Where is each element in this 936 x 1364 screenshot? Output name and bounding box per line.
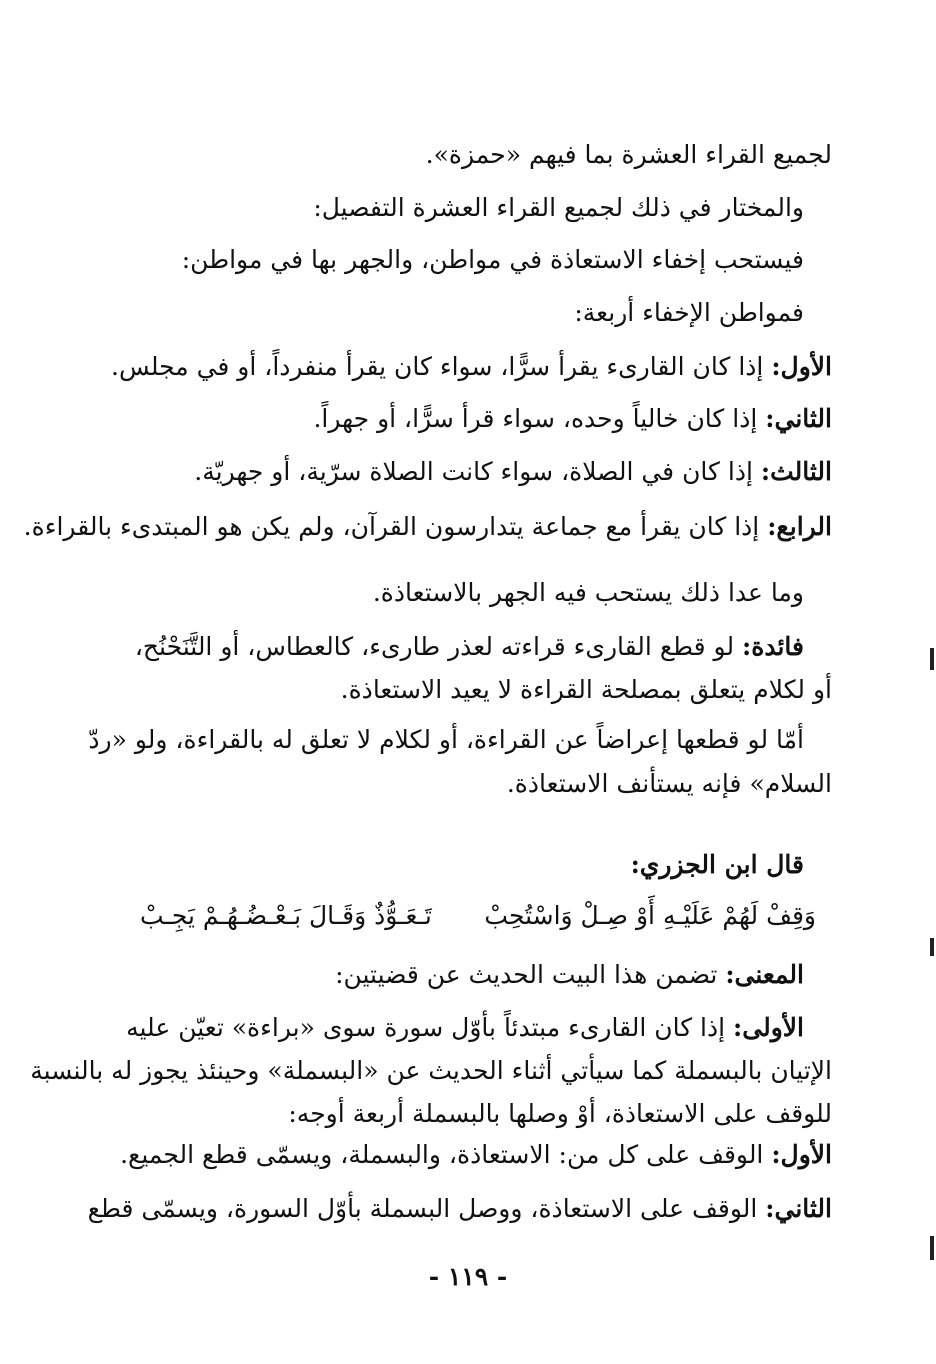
line-14 [132,848,804,882]
line-19 [120,1138,832,1172]
line-9 [132,576,804,610]
line-10 [132,630,804,664]
line-3 [132,243,804,277]
line-10-text: لو قطع القارىء قراءته لعذر طارىء، كالعطاس، أو التَّنَحْنُح، [134,632,743,661]
line-18-text: للوقف على الاستعاذة، أوْ وصلها بالبسملة أربعة أوجه: [288,1099,832,1128]
line-8-lead: الرابع: [767,512,832,541]
line-19-text: الوقف على كل من: الاستعاذة، والبسملة، ويسمّى قطع الجميع. [120,1140,772,1169]
line-20-text: الوقف على الاستعاذة، ووصل البسملة بأوّل السورة، ويسمّى قطع [87,1194,766,1223]
line-7 [132,455,832,489]
line-5 [111,350,832,384]
line-20-lead: الثاني: [765,1194,832,1223]
line-3-text: فيستحب إخفاء الاستعاذة في مواطن، والجهر بها في مواطن: [181,245,804,274]
line-1 [132,138,832,172]
line-10-lead: فائدة: [742,632,804,661]
line-6-lead: الثاني: [765,404,832,433]
margin-mark-middle [930,938,934,956]
margin-mark-bottom [930,1236,934,1260]
line-8-text: إذا كان يقرأ مع جماعة يتدارسون القرآن، ولم يكن هو المبتدىء بالقراءة. [23,512,768,541]
verse-second-hemistich: تَـعَـوُّذٌ وَقَـالَ بَـعْـضُـهُـمْ يَجِـبْ [140,901,432,930]
line-20 [87,1192,832,1226]
line-15-lead: المعنى: [725,960,804,989]
line-12-text: أمّا لو قطعها إعراضاً عن القراءة، أو لكلام لا تعلق له بالقراءة، ولو «ردّ [88,725,804,754]
line-7-lead: الثالث: [760,457,832,486]
line-5-text: إذا كان القارىء يقرأ سرًّا، سواء كان يقرأ منفرداً، أو في مجلس. [111,352,772,381]
line-5-lead: الأول: [771,352,832,381]
line-6-text: إذا كان خالياً وحده، سواء قرأ سرًّا، أو جهراً. [313,404,766,433]
line-4 [132,296,804,330]
line-9-text: وما عدا ذلك يستحب فيه الجهر بالاستعاذة. [372,578,804,607]
line-19-lead: الأول: [771,1140,832,1169]
line-11 [132,673,832,707]
line-15-text: تضمن هذا البيت الحديث عن قضيتين: [335,960,726,989]
verse-first-hemistich: وَقِفْ لَهُمْ عَلَيْـهِ أَوْ صِـلْ وَاسْتُحِبْ [484,901,816,930]
line-16 [126,1011,804,1045]
line-15 [132,958,804,992]
line-8 [23,510,832,544]
margin-mark-top [930,648,934,670]
line-13-text: السلام» فإنه يستأنف الاستعاذة. [506,769,832,798]
line-7-text: إذا كان في الصلاة، سواء كانت الصلاة سرّية، أو جهريّة. [194,457,761,486]
line-11-text: أو لكلام يتعلق بمصلحة القراءة لا يعيد الاستعاذة. [340,675,832,704]
line-14-text: قال ابن الجزري: [630,850,804,879]
line-13 [132,767,832,801]
line-6 [132,402,832,436]
line-4-text: فمواطن الإخفاء أربعة: [574,298,804,327]
line-17-text: الإتيان بالبسملة كما سيأتي أثناء الحديث عن «البسملة» وحينئذ يجوز له بالنسبة [30,1056,832,1085]
line-16-lead: الأولى: [733,1013,804,1042]
line-2-text: والمختار في ذلك لجميع القراء العشرة التفصيل: [313,193,804,222]
line-1-text: لجميع القراء العشرة بما فيهم «حمزة». [425,140,832,169]
line-12 [88,723,804,757]
line-2 [132,191,804,225]
page-number: - ١١٩ - [428,1262,508,1291]
line-17 [30,1054,832,1088]
line-18 [132,1097,832,1131]
line-16-text: إذا كان القارىء مبتدئاً بأوّل سورة سوى «براءة» تعيّن عليه [126,1013,734,1042]
